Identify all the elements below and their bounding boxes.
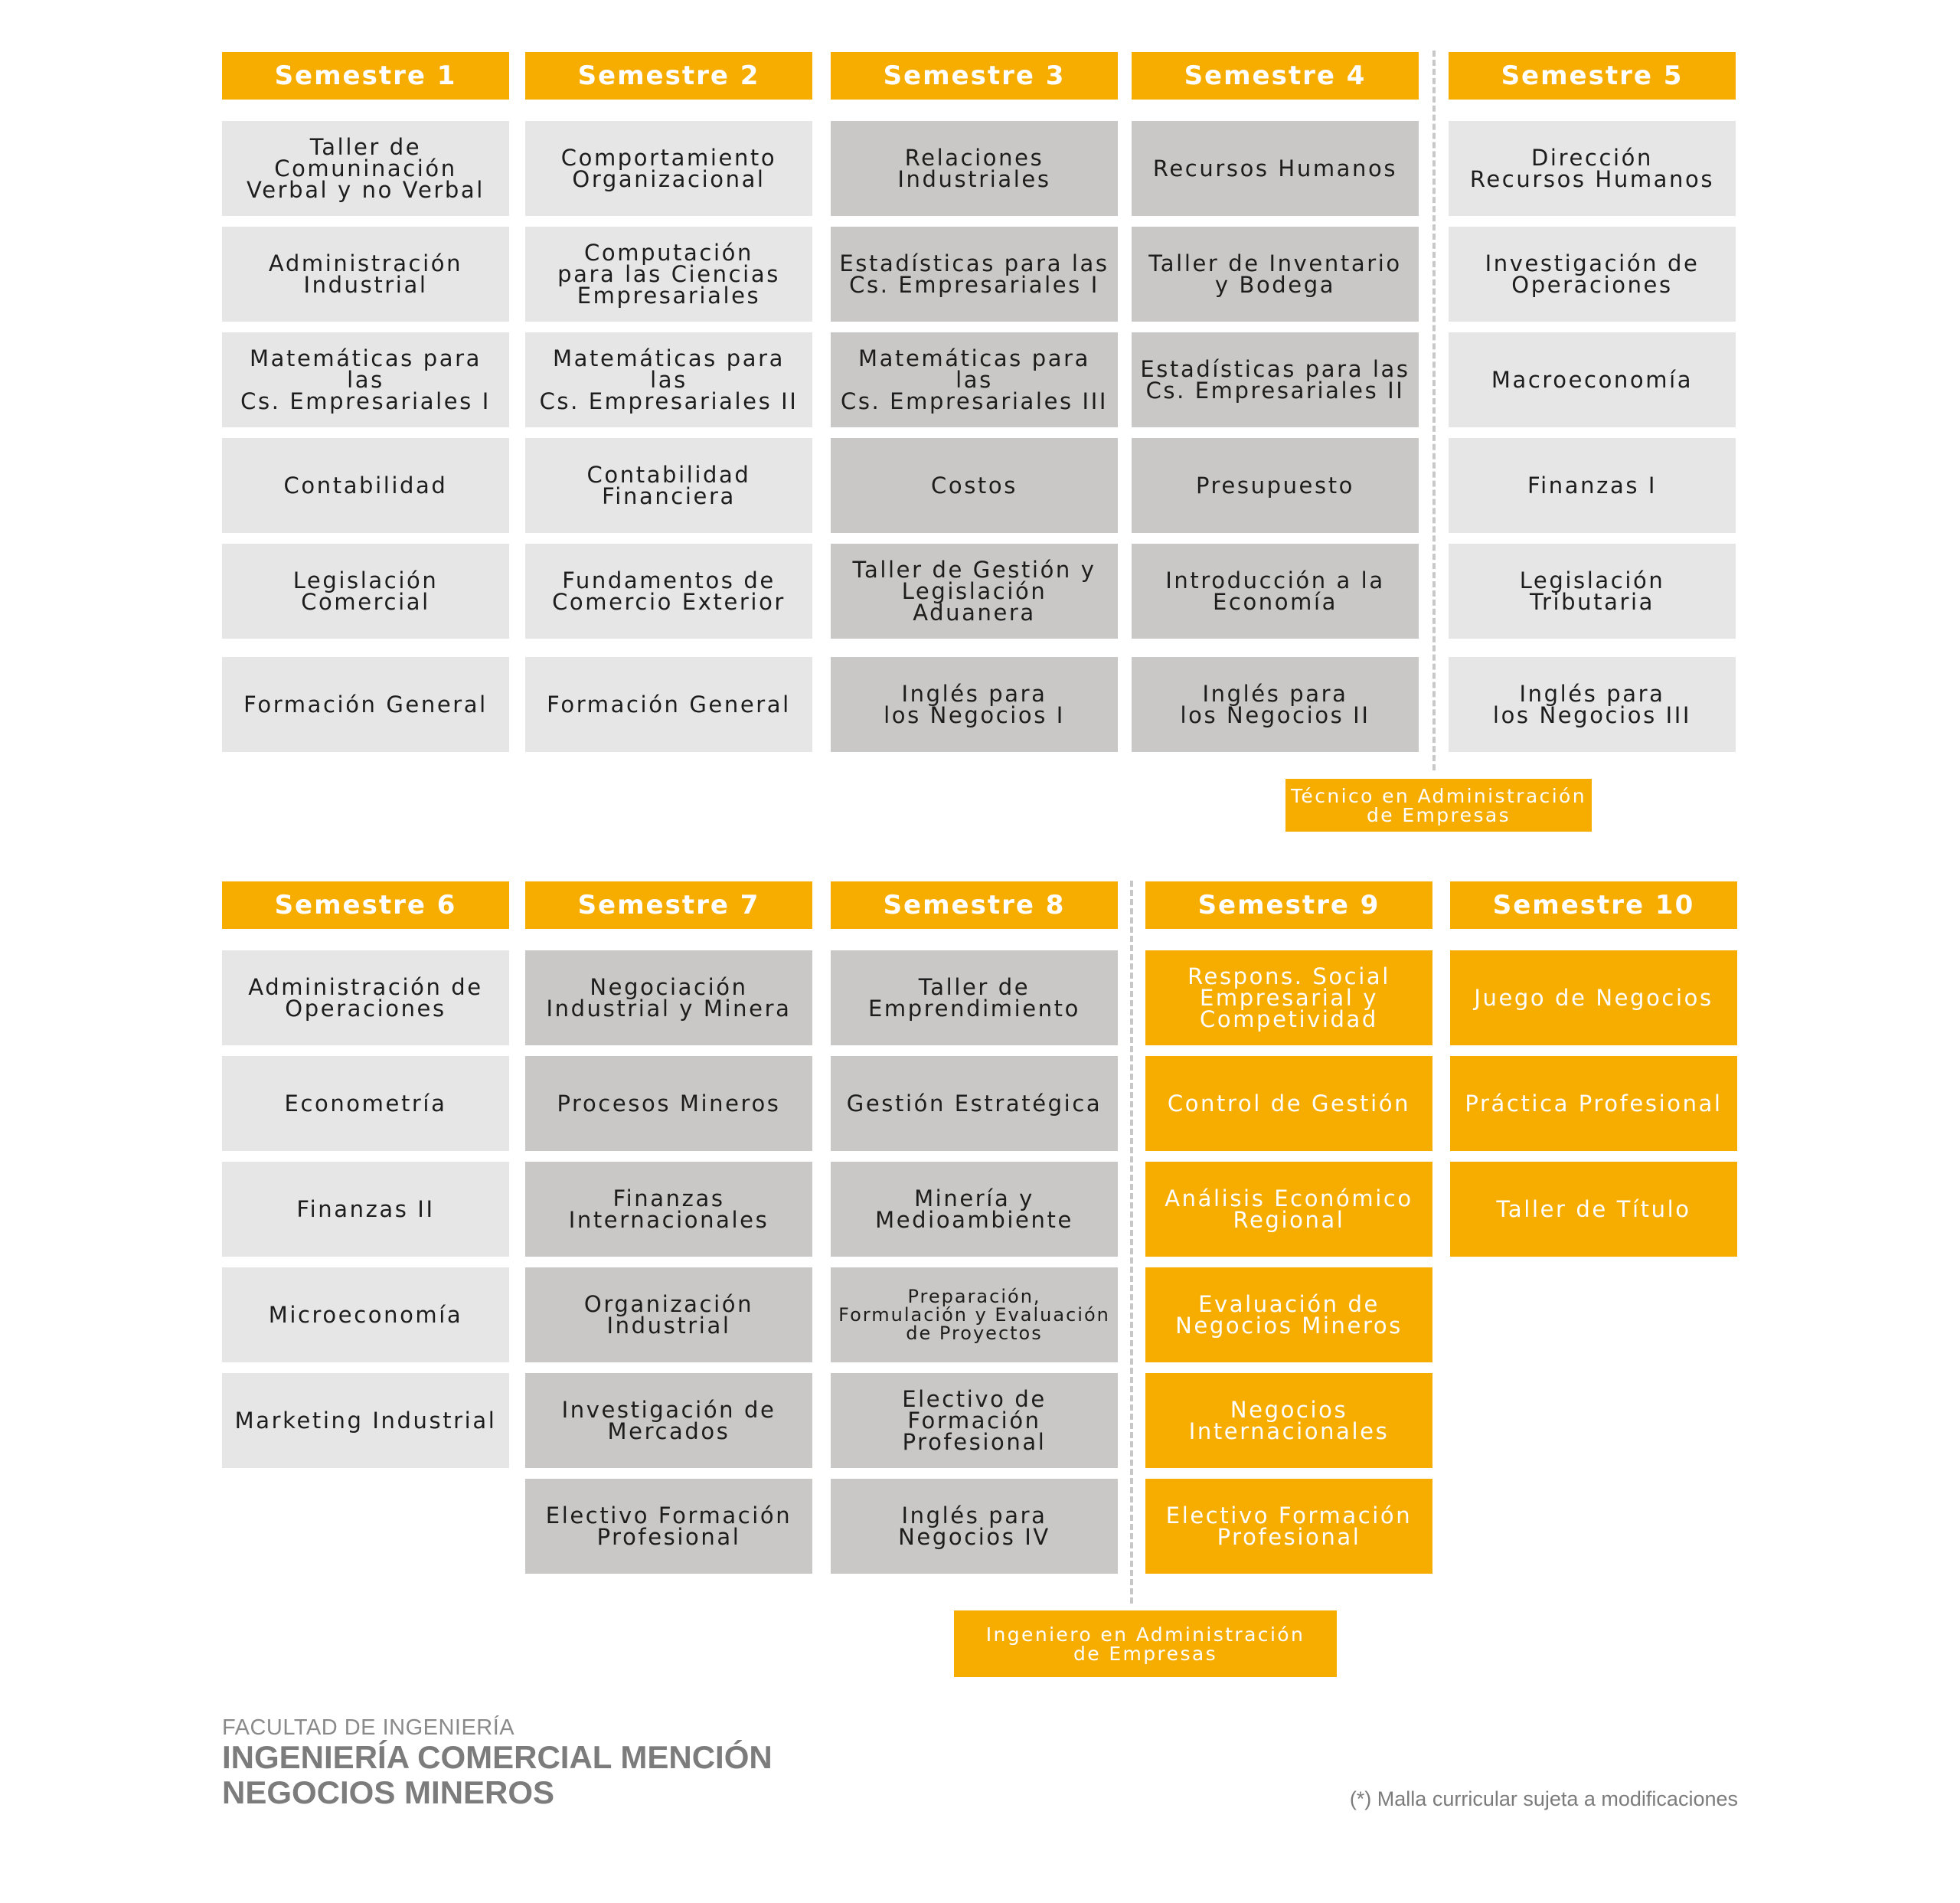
- course-cell: Finanzas I: [1449, 438, 1736, 533]
- semester-9-header: Semestre 9: [1145, 881, 1432, 929]
- course-cell: Estadísticas para las Cs. Empresariales II: [1132, 332, 1419, 427]
- course-cell: Econometría: [222, 1056, 509, 1151]
- divider-line-top: [1432, 51, 1436, 770]
- course-cell: Matemáticas para las Cs. Empresariales III: [831, 332, 1118, 427]
- course-cell: Contabilidad Financiera: [525, 438, 812, 533]
- course-cell: Taller de Inventario y Bodega: [1132, 227, 1419, 322]
- course-cell: Investigación de Mercados: [525, 1373, 812, 1468]
- course-cell: Macroeconomía: [1449, 332, 1736, 427]
- course-cell: Formación General: [525, 657, 812, 752]
- ingeniero-degree-label: Ingeniero en Administración de Empresas: [954, 1610, 1337, 1677]
- semester-5-header: Semestre 5: [1449, 52, 1736, 100]
- divider-line-bottom: [1130, 881, 1133, 1604]
- semester-10-header: Semestre 10: [1450, 881, 1737, 929]
- course-cell: Práctica Profesional: [1450, 1056, 1737, 1151]
- semester-7-header: Semestre 7: [525, 881, 812, 929]
- course-cell: Inglés para los Negocios II: [1132, 657, 1419, 752]
- semester-8-header: Semestre 8: [831, 881, 1118, 929]
- course-cell: Relaciones Industriales: [831, 121, 1118, 216]
- course-cell: Electivo Formación Profesional: [525, 1479, 812, 1574]
- course-cell: Evaluación de Negocios Mineros: [1145, 1267, 1432, 1362]
- course-cell: Legislación Tributaria: [1449, 544, 1736, 639]
- semester-2-header: Semestre 2: [525, 52, 812, 100]
- course-cell: Dirección Recursos Humanos: [1449, 121, 1736, 216]
- course-cell: Inglés para los Negocios I: [831, 657, 1118, 752]
- course-cell: Fundamentos de Comercio Exterior: [525, 544, 812, 639]
- course-cell: Taller de Gestión y Legislación Aduanera: [831, 544, 1118, 639]
- course-cell: Finanzas Internacionales: [525, 1162, 812, 1257]
- course-cell: Inglés para los Negocios III: [1449, 657, 1736, 752]
- course-cell: Electivo de Formación Profesional: [831, 1373, 1118, 1468]
- course-cell: Administración Industrial: [222, 227, 509, 322]
- course-cell: Taller de Comuninación Verbal y no Verbal: [222, 121, 509, 216]
- course-cell: Matemáticas para las Cs. Empresariales I: [222, 332, 509, 427]
- course-cell: Recursos Humanos: [1132, 121, 1419, 216]
- course-cell: Taller de Emprendimiento: [831, 950, 1118, 1045]
- course-cell: Taller de Título: [1450, 1162, 1737, 1257]
- semester-4-header: Semestre 4: [1132, 52, 1419, 100]
- course-cell: Introducción a la Economía: [1132, 544, 1419, 639]
- course-cell: Contabilidad: [222, 438, 509, 533]
- course-cell: Gestión Estratégica: [831, 1056, 1118, 1151]
- course-cell: Marketing Industrial: [222, 1373, 509, 1468]
- tecnico-degree-label: Técnico en Administración de Empresas: [1285, 779, 1592, 832]
- semester-6-header: Semestre 6: [222, 881, 509, 929]
- course-cell: Control de Gestión: [1145, 1056, 1432, 1151]
- course-cell: Computación para las Ciencias Empresariales: [525, 227, 812, 322]
- course-cell: Costos: [831, 438, 1118, 533]
- course-cell: Finanzas II: [222, 1162, 509, 1257]
- semester-3-header: Semestre 3: [831, 52, 1118, 100]
- course-cell: Electivo Formación Profesional: [1145, 1479, 1432, 1574]
- course-cell: Respons. Social Empresarial y Competividad: [1145, 950, 1432, 1045]
- course-cell: Inglés para Negocios IV: [831, 1479, 1118, 1574]
- course-cell: Negociación Industrial y Minera: [525, 950, 812, 1045]
- course-cell: Investigación de Operaciones: [1449, 227, 1736, 322]
- course-cell: Matemáticas para las Cs. Empresariales II: [525, 332, 812, 427]
- course-cell: Estadísticas para las Cs. Empresariales I: [831, 227, 1118, 322]
- course-cell: Juego de Negocios: [1450, 950, 1737, 1045]
- course-cell: Procesos Mineros: [525, 1056, 812, 1151]
- course-cell: Negocios Internacionales: [1145, 1373, 1432, 1468]
- course-cell: Minería y Medioambiente: [831, 1162, 1118, 1257]
- course-cell: Análisis Económico Regional: [1145, 1162, 1432, 1257]
- course-cell: Legislación Comercial: [222, 544, 509, 639]
- course-cell: Microeconomía: [222, 1267, 509, 1362]
- course-cell: Organización Industrial: [525, 1267, 812, 1362]
- faculty-name: FACULTAD DE INGENIERÍA: [222, 1715, 515, 1740]
- program-title: INGENIERÍA COMERCIAL MENCIÓN NEGOCIOS MINEROS: [222, 1739, 773, 1810]
- course-cell: Formación General: [222, 657, 509, 752]
- semester-1-header: Semestre 1: [222, 52, 509, 100]
- course-cell: Administración de Operaciones: [222, 950, 509, 1045]
- course-cell: Comportamiento Organizacional: [525, 121, 812, 216]
- course-cell: Presupuesto: [1132, 438, 1419, 533]
- course-cell: Preparación, Formulación y Evaluación de Proyectos: [831, 1267, 1118, 1362]
- disclaimer-note: (*) Malla curricular sujeta a modificaciones: [1349, 1787, 1738, 1810]
